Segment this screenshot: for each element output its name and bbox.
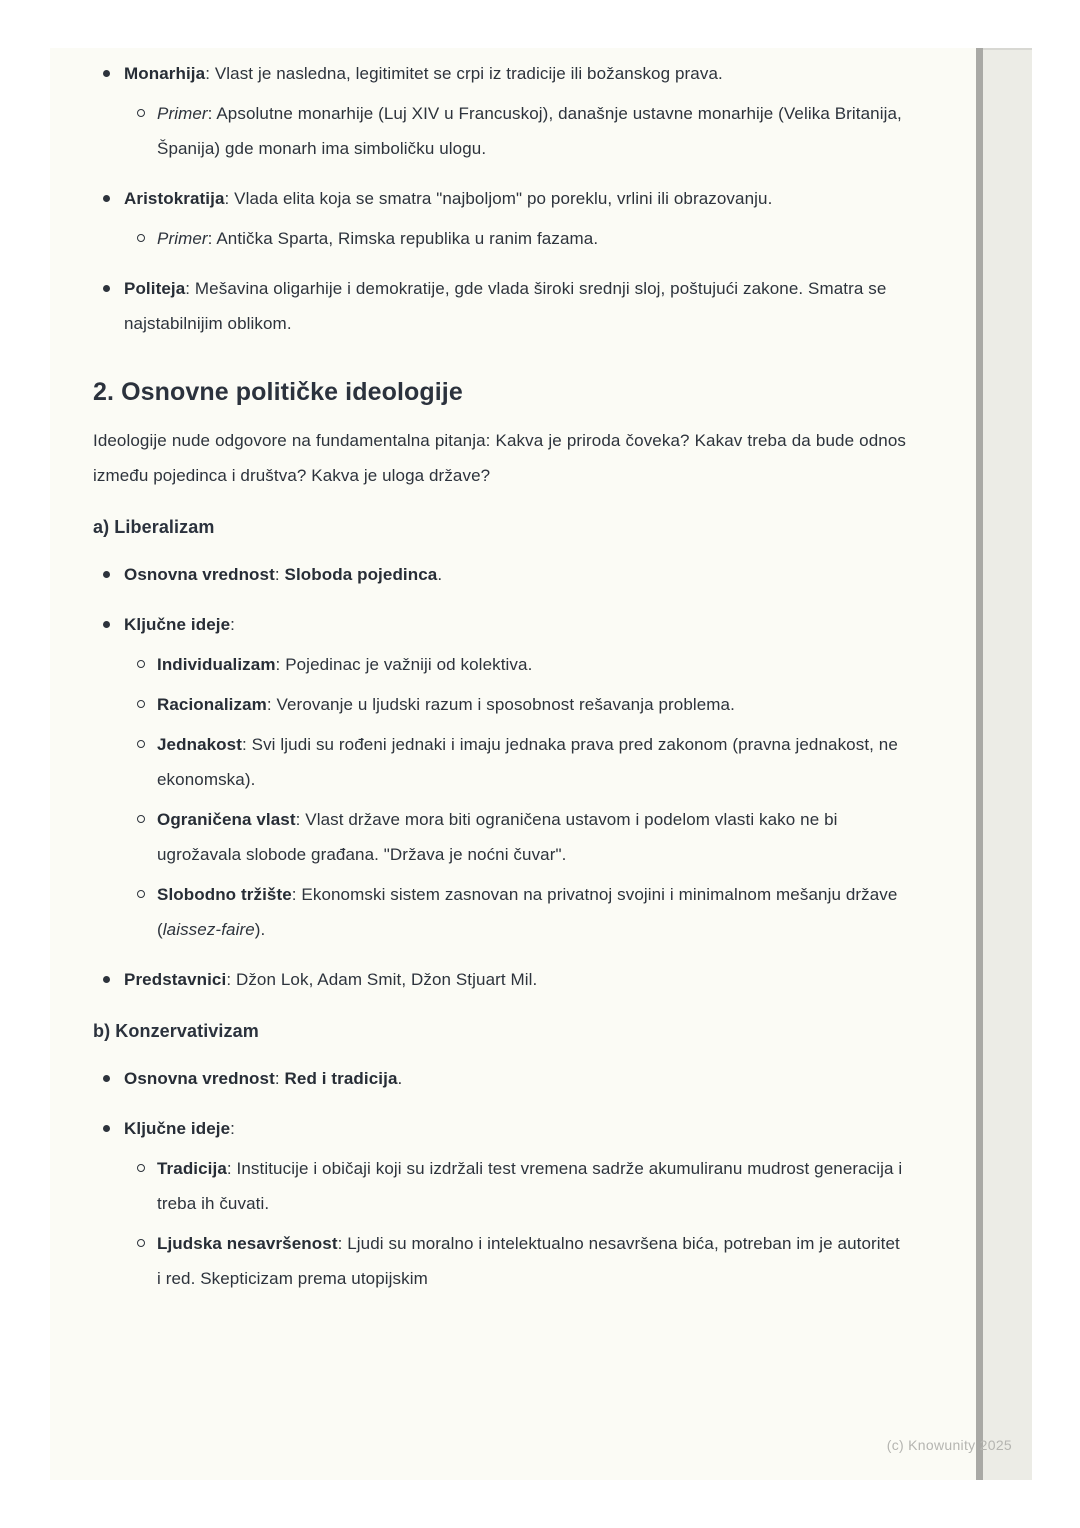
bullet-disc-icon <box>103 195 110 202</box>
list-item-text: Racionalizam: Verovanje u ljudski razum i sposobnost rešavanja problema. <box>157 695 735 714</box>
bullet-disc-icon <box>103 621 110 628</box>
list-item-level1 <box>93 56 906 91</box>
list-item-level2 <box>93 687 906 722</box>
list-item-level2 <box>93 727 906 797</box>
bullet-circle-icon <box>137 1239 145 1247</box>
list-item-level2 <box>93 802 906 872</box>
subsection-heading: a) Liberalizam <box>93 517 215 537</box>
list-item-level1 <box>93 1061 906 1096</box>
subsection-heading: b) Konzervativizam <box>93 1021 259 1041</box>
bullet-circle-icon <box>137 1164 145 1172</box>
list-item-text: Aristokratija: Vlada elita koja se smatra "najboljom" po poreklu, vrlini ili obrazovanju. <box>124 189 773 208</box>
bullet-circle-icon <box>137 109 145 117</box>
list-item-text: Tradicija: Institucije i običaji koji su izdržali test vremena sadrže akumuliranu mudrost generacija i treba ih čuvati. <box>157 1159 903 1213</box>
list-item-text: Politeja: Mešavina oligarhije i demokratije, gde vlada široki srednji sloj, poštujući zakone. Smatra se najstabilnijim oblikom. <box>124 279 887 333</box>
bullet-disc-icon <box>103 285 110 292</box>
list-item-level2 <box>93 221 906 256</box>
list-item-level1 <box>93 1111 906 1146</box>
list-item-level1 <box>93 607 906 642</box>
list-item-text: Osnovna vrednost: Red i tradicija. <box>124 1069 403 1088</box>
list-item-level1 <box>93 557 906 592</box>
list-item-text: Primer: Apsolutne monarhije (Luj XIV u Francuskoj), današnje ustavne monarhije (Velika Britanija, Španija) gde monarh ima simboličku ulogu. <box>157 104 902 158</box>
list-item-level2 <box>93 1226 906 1296</box>
list-item-text: Primer: Antička Sparta, Rimska republika u ranim fazama. <box>157 229 599 248</box>
bullet-circle-icon <box>137 660 145 668</box>
list-item-level1 <box>93 181 906 216</box>
list-item-level1 <box>93 962 906 997</box>
bullet-disc-icon <box>103 1125 110 1132</box>
list-item-text: Ograničena vlast: Vlast države mora biti ograničena ustavom i podelom vlasti kako ne bi ugrožavala slobode građana. "Država je noćni čuvar". <box>157 810 838 864</box>
bullet-circle-icon <box>137 700 145 708</box>
bullet-circle-icon <box>137 815 145 823</box>
bullet-disc-icon <box>103 70 110 77</box>
list-item-level2 <box>93 1151 906 1221</box>
list-item-level2 <box>93 877 906 947</box>
bullet-circle-icon <box>137 890 145 898</box>
bullet-disc-icon <box>103 1075 110 1082</box>
scrollbar-thumb[interactable] <box>976 48 983 1480</box>
list-item-text: Osnovna vrednost: Sloboda pojedinca. <box>124 565 443 584</box>
copyright-watermark: (c) Knowunity 2025 <box>886 1437 1012 1453</box>
list-item-text: Ključne ideje: <box>124 615 235 634</box>
list-item-level2 <box>93 647 906 682</box>
bullet-disc-icon <box>103 976 110 983</box>
list-item-text: Jednakost: Svi ljudi su rođeni jednaki i imaju jednaka prava pred zakonom (pravna jednakost, ne ekonomska). <box>157 735 898 789</box>
scrollbar-track[interactable] <box>976 48 1032 1480</box>
section-heading: 2. Osnovne političke ideologije <box>93 378 463 406</box>
bullet-circle-icon <box>137 234 145 242</box>
list-item-text: Slobodno tržište: Ekonomski sistem zasnovan na privatnoj svojini i minimalnom mešanju države (laissez-faire). <box>157 885 898 939</box>
bullet-circle-icon <box>137 740 145 748</box>
list-item-text: Predstavnici: Džon Lok, Adam Smit, Džon Stjuart Mil. <box>124 970 538 989</box>
list-item-level2 <box>93 96 906 166</box>
paragraph: Ideologije nude odgovore na fundamentalna pitanja: Kakva je priroda čoveka? Kakav treba da bude odnos između pojedinca i društva? Kakva je uloga države? <box>93 431 906 485</box>
list-item-text: Ljudska nesavršenost: Ljudi su moralno i intelektualno nesavršena bića, potreban im je autoritet i red. Skepticizam prema utopijskim <box>157 1234 900 1288</box>
bullet-disc-icon <box>103 571 110 578</box>
document-page <box>50 48 976 1480</box>
list-item-text: Ključne ideje: <box>124 1119 235 1138</box>
list-item-text: Individualizam: Pojedinac je važniji od kolektiva. <box>157 655 533 674</box>
list-item-level1 <box>93 271 906 341</box>
document-content <box>93 56 906 1296</box>
list-item-text: Monarhija: Vlast je nasledna, legitimitet se crpi iz tradicije ili božanskog prava. <box>124 64 723 83</box>
